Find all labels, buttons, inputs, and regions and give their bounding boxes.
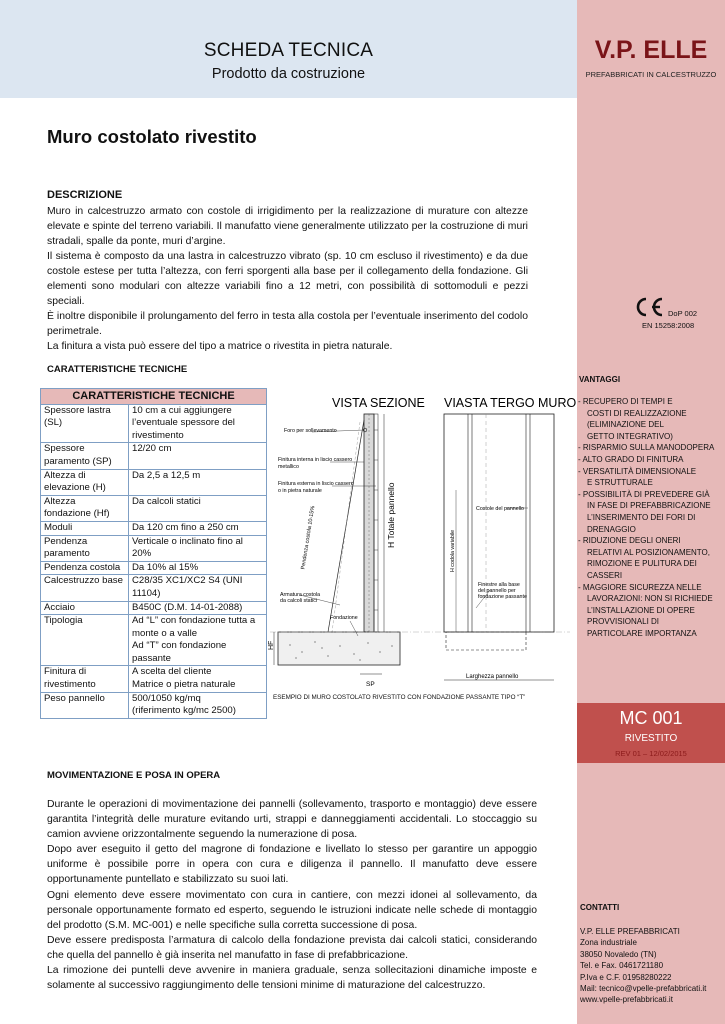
table-row xyxy=(41,535,267,561)
contact-line: Mail: tecnico@vpelle-prefabbricati.it xyxy=(580,984,707,994)
contact-line: V.P. ELLE PREFABBRICATI xyxy=(580,927,680,936)
pendenza-label: Pendenza costola 10-15% xyxy=(300,505,317,570)
product-variant: RIVESTITO xyxy=(624,733,678,744)
spec-value: 500/1050 kg/mq (riferimento kg/mc 2500) xyxy=(129,692,267,718)
finitura-int-label: Finitura interna in liscio cassero xyxy=(278,457,353,463)
movimentazione-text xyxy=(47,797,537,993)
technical-drawing xyxy=(268,390,577,695)
spec-value: 12/20 cm xyxy=(129,443,267,469)
contact-line: Zona industriale xyxy=(580,938,637,948)
list-item: - VERSATILITÀ DIMENSIONALE E STRUTTURALE xyxy=(578,466,697,488)
spec-value: Da calcoli statici xyxy=(129,495,267,521)
spec-table-title: CARATTERISTICHE TECNICHE xyxy=(41,389,267,405)
spec-key: Spessore lastra (SL) xyxy=(41,404,129,443)
spec-value: C28/35 XC1/XC2 S4 (UNI 11104) xyxy=(129,575,267,601)
spec-key: Acciaio xyxy=(41,601,129,615)
spec-value: Da 2,5 a 12,5 m xyxy=(129,469,267,495)
contact-line: P.Iva e C.F. 01958280222 xyxy=(580,972,672,982)
caratteristiche-heading: CARATTERISTICHE TECNICHE xyxy=(47,364,188,375)
contact-block xyxy=(580,926,706,1006)
spec-key: Spessore paramento (SP) xyxy=(41,443,129,469)
paragraph: La finitura a vista può essere del tipo a matrice o rivestita in pietra naturale. xyxy=(47,341,393,352)
ce-mark-icon xyxy=(633,296,665,323)
descrizione-heading: DESCRIZIONE xyxy=(47,189,123,201)
spec-key: Pendenza paramento xyxy=(41,535,129,561)
fondazione-label: Fondazione xyxy=(330,615,358,621)
table-row xyxy=(41,575,267,601)
revision-label: REV 01 – 12/02/2015 xyxy=(615,749,687,758)
descrizione-text xyxy=(47,204,528,354)
contact-line: www.vpelle-prefabbricati.it xyxy=(580,995,673,1005)
foro-label: Foro per sollevamento xyxy=(284,428,337,434)
h-codola-label: H codola variabile xyxy=(450,529,456,572)
spec-value: Da 120 cm fino a 250 cm xyxy=(129,521,267,535)
spec-value: Ad “L” con fondazione tutta a monte o a valle Ad “T” con fondazione passante xyxy=(129,615,267,666)
brand-tagline: PREFABBRICATI IN CALCESTRUZZO xyxy=(585,70,717,79)
paragraph: Ogni elemento deve essere movimentato con cura in cantiere, con mezzi idonei al sollevamento, da personale opportunamente formato ed esperto, seguendo le istruzioni indicate nelle schede di montaggio del prodotto (S.M. MC-001) e nelle specifiche sulla corretta successione di posa. xyxy=(47,889,537,931)
section-view xyxy=(268,414,570,688)
header-band xyxy=(0,0,577,98)
paragraph: È inoltre disponibile il prolungamento del ferro in testa alla costola per l’eventuale inserimento del codolo perimetrale. xyxy=(47,311,528,337)
vantaggi-list xyxy=(578,396,724,639)
contact-line: Tel. e Fax. 0461721180 xyxy=(580,961,664,971)
table-row xyxy=(41,561,267,575)
contact-line: 38050 Novaledo (TN) xyxy=(580,949,657,959)
list-item: - ALTO GRADO DI FINITURA xyxy=(578,454,684,464)
paragraph: Il sistema è composto da una lastra in calcestruzzo vibrato (sp. 10 cm escluso il rivestimento) e da due costole estese per tutta l’altezza, con ferri sporgenti alla base per il collegamento della fondazione. Gli elementi sono modulari con altezze variabili fino a 12 metri, con possibilità di sottomoduli e pezzi speciali. xyxy=(47,251,528,307)
spec-key: Moduli xyxy=(41,521,129,535)
paragraph: Dopo aver eseguito il getto del magrone di fondazione e livellato lo stesso per garantire un appoggio uniforme è possibile porre in opera con cura e diligenza il pannello. Il manufatto deve essere opportunamente puntellato e stabilizzato su suoi lati. xyxy=(47,844,537,886)
paragraph: Deve essere predisposta l’armatura di calcolo della fondazione prevista dai calcoli statici, considerando che quella del pannello è già inserita nel manufatto in fase di prefabbricazione. xyxy=(47,934,537,961)
larghezza-label: Larghezza pannello xyxy=(466,674,519,680)
finestre-label-2: del pannello per xyxy=(478,588,516,594)
spec-value: Verticale o inclinato fino al 20% xyxy=(129,535,267,561)
list-item: - RIDUZIONE DEGLI ONERI RELATIVI AL POSIZIONAMENTO, RIMOZIONE E PULITURA DEI CASSERI xyxy=(578,536,710,580)
table-row xyxy=(41,443,267,469)
spec-key: Calcestruzzo base xyxy=(41,575,129,601)
h-totale-label: H Totale pannello xyxy=(386,482,396,548)
paragraph: La rimozione dei puntelli deve avvenire in maniera graduale, senza sollecitazioni dinamiche imposte e solamente al successivo raggiungimento delle tensioni minime di maturazione del calcestruzzo. xyxy=(47,965,537,992)
spec-value: A scelta del cliente Matrice o pietra naturale xyxy=(129,666,267,692)
sheet-title: SCHEDA TECNICA xyxy=(203,40,374,61)
table-row xyxy=(41,521,267,535)
vantaggi-heading: VANTAGGI xyxy=(579,375,621,384)
table-row xyxy=(41,601,267,615)
finestre-label-3: fondazione passante xyxy=(478,594,527,600)
list-item: - MAGGIORE SICUREZZA NELLE LAVORAZIONI: NON SI RICHIEDE L’INSTALLAZIONE DI OPERE PROVVISIONALI DI PARTICOLARE IMPORTANZA xyxy=(578,582,713,638)
rear-view-title: VIASTA TERGO MURO xyxy=(444,396,577,410)
spec-value: B450C (D.M. 14-01-2088) xyxy=(129,601,267,615)
table-row xyxy=(41,615,267,666)
spec-key: Pendenza costola xyxy=(41,561,129,575)
finitura-ext-label: Finitura esterna in liscio cassero xyxy=(278,481,354,487)
paragraph: Muro in calcestruzzo armato con costole di irrigidimento per la realizzazione di murature con altezze elevate e spinte del terreno variabili. Il manufatto viene generalmente utilizzato per la costruzione di muri stradali, spalle da ponte, muri d’argine. xyxy=(47,206,528,247)
movimentazione-heading: MOVIMENTAZIONE E POSA IN OPERA xyxy=(47,770,221,781)
finestre-label: Finestre alla base xyxy=(478,582,520,588)
spec-key: Tipologia xyxy=(41,615,129,666)
armatura-label-2: da calcoli statici xyxy=(280,598,318,604)
list-item: - RECUPERO DI TEMPI E COSTI DI REALIZZAZIONE (ELIMINAZIONE DEL GETTO INTEGRATIVO) xyxy=(578,397,687,441)
contatti-heading: CONTATTI xyxy=(580,903,620,912)
armatura-label: Armatura costola xyxy=(280,592,321,598)
sp-label: SP xyxy=(366,681,375,688)
spec-key: Altezza fondazione (Hf) xyxy=(41,495,129,521)
spec-value: Da 10% al 15% xyxy=(129,561,267,575)
spec-table xyxy=(40,388,267,719)
list-item: - RISPARMIO SULLA MANODOPERA xyxy=(578,443,715,453)
finitura-ext-label-2: o in pietra naturale xyxy=(278,488,322,494)
costole-label: Costole del pannello xyxy=(476,506,525,512)
finitura-int-label-2: metallico xyxy=(278,464,299,470)
table-row xyxy=(41,469,267,495)
sheet-subtitle: Prodotto da costruzione xyxy=(211,66,366,82)
list-item: - POSSIBILITÀ DI PREVEDERE GIÀ IN FASE DI PREFABBRICAZIONE L’INSERIMENTO DEI FORI DI DRENAGGIO xyxy=(578,489,711,534)
product-title: Muro costolato rivestito xyxy=(47,126,257,147)
brand-name: V.P. ELLE xyxy=(594,36,708,64)
dop-code: DoP 002 xyxy=(668,309,698,318)
hf-label: HF xyxy=(268,640,275,650)
table-row xyxy=(41,666,267,692)
section-view-title: VISTA SEZIONE xyxy=(332,396,425,410)
rear-view xyxy=(444,414,554,680)
en-standard: EN 15258:2008 xyxy=(642,321,695,330)
spec-key: Peso pannello xyxy=(41,692,129,718)
paragraph: Durante le operazioni di movimentazione dei pannelli (sollevamento, trasporto e montaggio) deve essere garantita l’integrità delle murature evitando urti, strappi e danneggiamenti accidentali. Lo stoccaggio su camion avviene orizzontalmente seguendo la numerazione di posa. xyxy=(47,799,537,841)
table-row xyxy=(41,404,267,443)
spec-value: 10 cm a cui aggiungere l’eventuale spessore del rivestimento xyxy=(129,404,267,443)
product-code: MC 001 xyxy=(619,708,683,728)
spec-key: Altezza di elevazione (H) xyxy=(41,469,129,495)
table-row xyxy=(41,495,267,521)
spec-key: Finitura di rivestimento xyxy=(41,666,129,692)
table-row xyxy=(41,692,267,718)
drawing-caption: ESEMPIO DI MURO COSTOLATO RIVESTITO CON FONDAZIONE PASSANTE TIPO “T” xyxy=(273,694,526,701)
